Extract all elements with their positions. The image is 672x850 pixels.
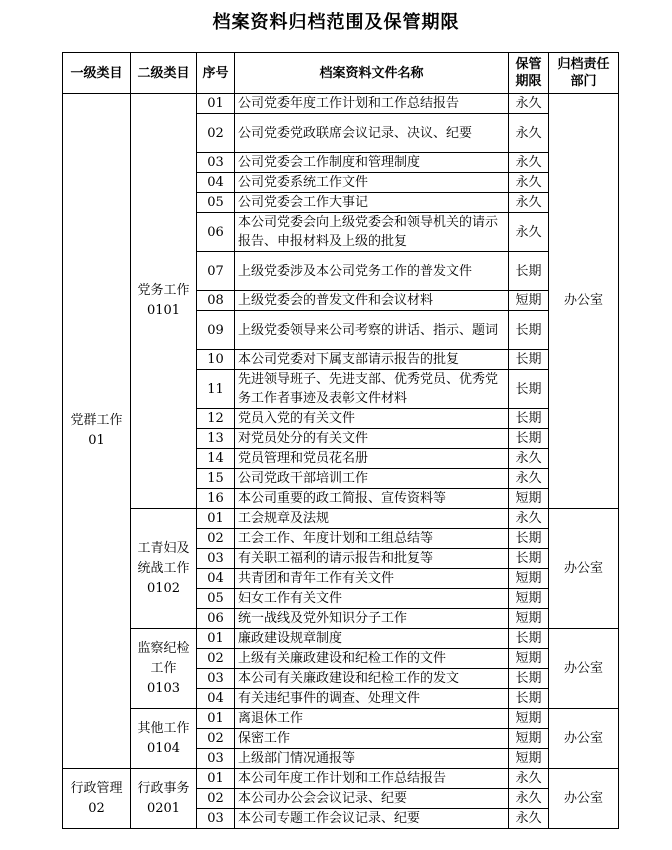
seq-cell: 01 [197, 629, 235, 649]
seq-cell: 06 [197, 213, 235, 252]
cat2-cell: 工青妇及统战工作 0102 [131, 509, 197, 629]
header-seq: 序号 [197, 53, 235, 94]
seq-cell: 01 [197, 769, 235, 789]
seq-cell: 03 [197, 809, 235, 829]
name-cell: 本公司党委对下属支部请示报告的批复 [235, 350, 509, 370]
period-cell: 短期 [509, 569, 549, 589]
name-cell: 上级部门情况通报等 [235, 749, 509, 769]
table-row [63, 709, 619, 729]
seq-cell: 14 [197, 449, 235, 469]
period-cell: 长期 [509, 409, 549, 429]
seq-cell: 05 [197, 589, 235, 609]
header-cat1: 一级类目 [63, 53, 131, 94]
table-row [63, 94, 619, 114]
period-cell: 短期 [509, 589, 549, 609]
period-cell: 长期 [509, 311, 549, 350]
dept-cell: 办公室 [549, 509, 619, 629]
period-cell: 短期 [509, 729, 549, 749]
name-cell: 工会工作、年度计划和工组总结等 [235, 529, 509, 549]
period-cell: 永久 [509, 114, 549, 153]
seq-cell: 12 [197, 409, 235, 429]
period-cell: 永久 [509, 193, 549, 213]
name-cell: 上级党委涉及本公司党务工作的普发文件 [235, 252, 509, 291]
name-cell: 公司党委会工作制度和管理制度 [235, 153, 509, 173]
period-cell: 长期 [509, 252, 549, 291]
period-cell: 永久 [509, 94, 549, 114]
period-cell: 永久 [509, 809, 549, 829]
dept-cell: 办公室 [549, 629, 619, 709]
period-cell: 永久 [509, 173, 549, 193]
period-cell: 长期 [509, 669, 549, 689]
name-cell: 公司党委会工作大事记 [235, 193, 509, 213]
name-cell: 本公司有关廉政建设和纪检工作的发文 [235, 669, 509, 689]
name-cell: 廉政建设规章制度 [235, 629, 509, 649]
name-cell: 上级党委会的普发文件和会议材料 [235, 291, 509, 311]
table-row [63, 769, 619, 789]
period-cell: 长期 [509, 689, 549, 709]
period-cell: 长期 [509, 370, 549, 409]
cat2-cell: 行政事务 0201 [131, 769, 197, 829]
seq-cell: 03 [197, 153, 235, 173]
seq-cell: 05 [197, 193, 235, 213]
seq-cell: 13 [197, 429, 235, 449]
name-cell: 保密工作 [235, 729, 509, 749]
seq-cell: 03 [197, 749, 235, 769]
name-cell: 本公司重要的政工简报、宣传资料等 [235, 489, 509, 509]
period-cell: 长期 [509, 350, 549, 370]
seq-cell: 01 [197, 94, 235, 114]
name-cell: 妇女工作有关文件 [235, 589, 509, 609]
period-cell: 永久 [509, 469, 549, 489]
seq-cell: 03 [197, 549, 235, 569]
cat1-cell: 行政管理 02 [63, 769, 131, 829]
name-cell: 共青团和青年工作有关文件 [235, 569, 509, 589]
period-cell: 永久 [509, 769, 549, 789]
seq-cell: 09 [197, 311, 235, 350]
seq-cell: 03 [197, 669, 235, 689]
cat2-cell: 其他工作 0104 [131, 709, 197, 769]
name-cell: 有关职工福利的请示报告和批复等 [235, 549, 509, 569]
period-cell: 永久 [509, 153, 549, 173]
seq-cell: 15 [197, 469, 235, 489]
period-cell: 永久 [509, 213, 549, 252]
seq-cell: 04 [197, 569, 235, 589]
name-cell: 工会规章及法规 [235, 509, 509, 529]
seq-cell: 04 [197, 173, 235, 193]
name-cell: 本公司专题工作会议记录、纪要 [235, 809, 509, 829]
header-period: 保管期限 [509, 53, 549, 94]
name-cell: 上级有关廉政建设和纪检工作的文件 [235, 649, 509, 669]
name-cell: 公司党政干部培训工作 [235, 469, 509, 489]
name-cell: 对党员处分的有关文件 [235, 429, 509, 449]
seq-cell: 16 [197, 489, 235, 509]
seq-cell: 02 [197, 789, 235, 809]
seq-cell: 04 [197, 689, 235, 709]
seq-cell: 02 [197, 649, 235, 669]
header-name: 档案资料文件名称 [235, 53, 509, 94]
period-cell: 长期 [509, 629, 549, 649]
dept-cell: 办公室 [549, 769, 619, 829]
period-cell: 短期 [509, 649, 549, 669]
name-cell: 上级党委领导来公司考察的讲话、指示、题词 [235, 311, 509, 350]
period-cell: 短期 [509, 489, 549, 509]
period-cell: 长期 [509, 549, 549, 569]
cat2-cell: 党务工作 0101 [131, 94, 197, 509]
period-cell: 短期 [509, 709, 549, 729]
cat1-cell: 党群工作 01 [63, 94, 131, 769]
name-cell: 先进领导班子、先进支部、优秀党员、优秀党务工作者事迹及表彰文件材料 [235, 370, 509, 409]
name-cell: 公司党委系统工作文件 [235, 173, 509, 193]
name-cell: 公司党委年度工作计划和工作总结报告 [235, 94, 509, 114]
seq-cell: 10 [197, 350, 235, 370]
archive-table [62, 52, 619, 829]
period-cell: 永久 [509, 509, 549, 529]
seq-cell: 06 [197, 609, 235, 629]
period-cell: 短期 [509, 291, 549, 311]
seq-cell: 11 [197, 370, 235, 409]
cat2-cell: 监察纪检工作 0103 [131, 629, 197, 709]
seq-cell: 02 [197, 114, 235, 153]
name-cell: 统一战线及党外知识分子工作 [235, 609, 509, 629]
seq-cell: 02 [197, 729, 235, 749]
header-cat2: 二级类目 [131, 53, 197, 94]
name-cell: 党员管理和党员花名册 [235, 449, 509, 469]
name-cell: 党员入党的有关文件 [235, 409, 509, 429]
name-cell: 本公司办公会会议记录、纪要 [235, 789, 509, 809]
name-cell: 本公司党委会向上级党委会和领导机关的请示报告、申报材料及上级的批复 [235, 213, 509, 252]
period-cell: 永久 [509, 789, 549, 809]
seq-cell: 08 [197, 291, 235, 311]
table-header [63, 53, 619, 94]
period-cell: 长期 [509, 429, 549, 449]
period-cell: 短期 [509, 609, 549, 629]
name-cell: 本公司年度工作计划和工作总结报告 [235, 769, 509, 789]
seq-cell: 07 [197, 252, 235, 291]
seq-cell: 02 [197, 529, 235, 549]
seq-cell: 01 [197, 509, 235, 529]
dept-cell: 办公室 [549, 94, 619, 509]
name-cell: 有关违纪事件的调查、处理文件 [235, 689, 509, 709]
period-cell: 短期 [509, 749, 549, 769]
table-row [63, 629, 619, 649]
name-cell: 离退休工作 [235, 709, 509, 729]
header-dept: 归档责任部门 [549, 53, 619, 94]
table-row [63, 509, 619, 529]
period-cell: 长期 [509, 529, 549, 549]
dept-cell: 办公室 [549, 709, 619, 769]
document-title: 档案资料归档范围及保管期限 [212, 12, 460, 33]
period-cell: 永久 [509, 449, 549, 469]
name-cell: 公司党委党政联席会议记录、决议、纪要 [235, 114, 509, 153]
seq-cell: 01 [197, 709, 235, 729]
